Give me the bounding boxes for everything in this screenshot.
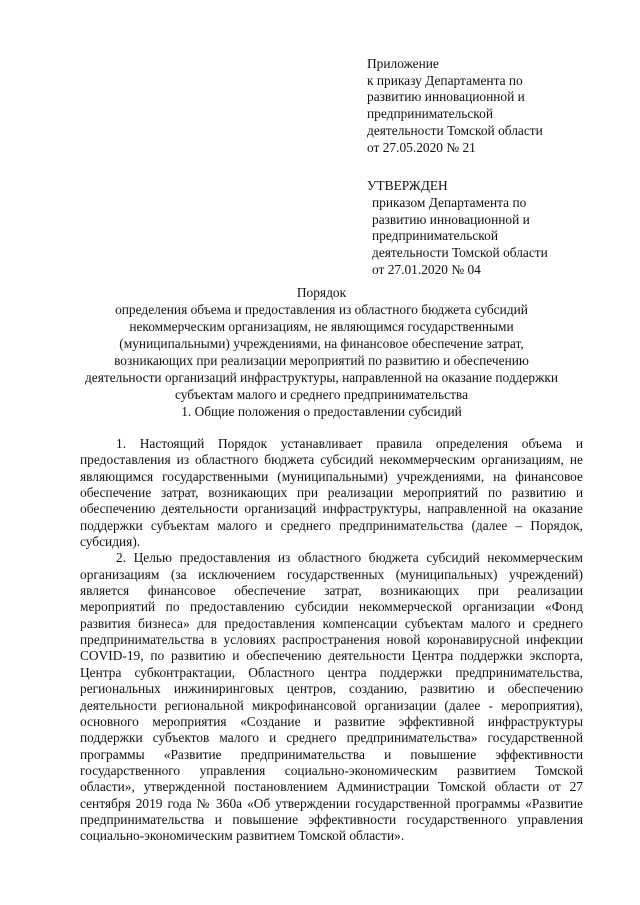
title-heading: Порядок xyxy=(296,285,347,300)
paragraph-line: поддержки субъектов малого и среднего предпринимательства» государственной xyxy=(80,730,583,746)
paragraph-line: социально-экономическим развитием Томской области». xyxy=(80,828,405,844)
title-line: возникающих при реализации мероприятий по развитию и обеспечению xyxy=(114,353,529,368)
approved-line: от 27.01.2020 № 04 xyxy=(372,261,481,277)
paragraph-line: государственного управления социально-экономическим развитием Томской xyxy=(80,762,583,778)
paragraph-1 xyxy=(80,436,583,550)
paragraph-line: COVID-19, по развитию и обеспечению деятельности Центра поддержки экспорта, xyxy=(80,648,583,664)
paragraph-line: предоставления из областного бюджета субсидий некоммерческим организациям, не xyxy=(80,452,583,468)
paragraph-line: являющимся государственными (муниципальными) учреждениями, на финансовое xyxy=(80,468,583,484)
annex-line: развитию инновационной и xyxy=(367,89,525,105)
paragraph-2 xyxy=(80,550,583,844)
paragraph-line: деятельности региональной микрофинансовой организации (далее - мероприятия), xyxy=(80,697,583,713)
paragraph-line: является финансовое обеспечение затрат, возникающих при реализации xyxy=(80,583,583,599)
paragraph-line: области», утвержденной постановлением Администрации Томской области от 27 xyxy=(80,779,583,795)
paragraph-line: основного мероприятия «Создание и развитие эффективной инфраструктуры xyxy=(80,713,583,729)
paragraph-line: мероприятий по предоставлению субсидии некоммерческой организации «Фонд xyxy=(80,599,583,615)
paragraph-line: программы «Развитие предпринимательства и повышение эффективности xyxy=(80,746,583,762)
approved-line: предпринимательской xyxy=(372,228,498,244)
title-line: деятельности организаций инфраструктуры, направленной на оказание поддержки xyxy=(84,370,559,385)
section-heading: 1. Общие положения о предоставлении субсидий xyxy=(181,404,462,419)
paragraph-line: субсидия). xyxy=(80,534,141,550)
approved-line: развитию инновационной и xyxy=(372,211,530,227)
title-line: определения объема и предоставления из областного бюджета субсидий xyxy=(115,302,528,317)
paragraph-line: региональных инжиниринговых центров, созданию, развитию и обеспечению xyxy=(80,681,583,697)
paragraph-line: предпринимательства и повышение эффективности государственного управления xyxy=(80,811,583,827)
paragraph-line: развития бизнеса» для предоставления компенсации субъектам малого и среднего xyxy=(80,615,583,631)
annex-line: к приказу Департамента по xyxy=(367,72,523,88)
annex-line: от 27.05.2020 № 21 xyxy=(367,139,476,155)
annex-spacer xyxy=(367,156,617,178)
annex-line: деятельности Томской области xyxy=(367,122,543,138)
paragraph-line: 2. Целью предоставления из областного бюджета субсидий некоммерческим xyxy=(116,550,583,566)
paragraph-line: организациям (за исключением государственных (муниципальных) учреждений) xyxy=(80,566,583,582)
approved-heading: УТВЕРЖДЕН xyxy=(367,178,448,194)
approved-line: приказом Департамента по xyxy=(372,194,527,210)
body-text xyxy=(80,436,583,845)
title-line: (муниципальными) учреждениями, на финансовое обеспечение затрат, xyxy=(119,336,524,351)
annex-line: Приложение xyxy=(367,56,439,71)
approved-line: деятельности Томской области xyxy=(372,245,548,261)
title-line: субъектам малого и среднего предпринимательства xyxy=(174,387,469,402)
paragraph-line: сентября 2019 года № 360а «Об утверждении государственной программы «Развитие xyxy=(80,795,583,811)
paragraph-line: поддержки субъектам малого и среднего предпринимательства (далее – Порядок, xyxy=(80,517,583,533)
title-line: некоммерческим организациям, не являющимся государственными xyxy=(129,319,514,334)
annex-block xyxy=(367,56,617,278)
paragraph-line: обеспечению деятельности организаций инфраструктуры, направленной на оказание xyxy=(80,501,583,517)
paragraph-line: обеспечение затрат, возникающих при реализации мероприятий по развитию и xyxy=(80,485,583,501)
annex-line: предпринимательской xyxy=(367,106,493,122)
paragraph-line: предпринимательства в условиях распространения новой коронавирусной инфекции xyxy=(80,632,583,648)
paragraph-line: Центра субконтрактации, Областного центра поддержки предпринимательства, xyxy=(80,664,583,680)
paragraph-line: 1. Настоящий Порядок устанавливает правила определения объема и xyxy=(116,436,583,451)
document-title xyxy=(58,284,585,403)
